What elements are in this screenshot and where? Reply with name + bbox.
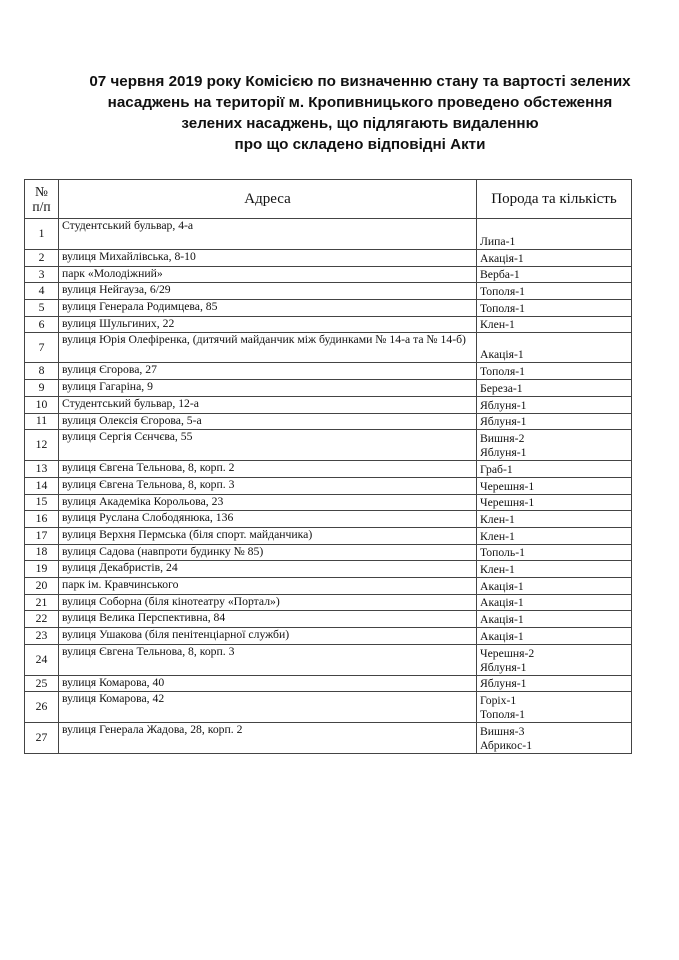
table-row bbox=[25, 644, 632, 675]
table-row bbox=[25, 300, 632, 317]
row-number: 25 bbox=[25, 675, 59, 692]
species-entry: Акація-1 bbox=[480, 629, 524, 643]
row-species bbox=[477, 675, 632, 692]
table-row bbox=[25, 333, 632, 363]
header-number-line: п/п bbox=[32, 199, 51, 214]
row-number: 2 bbox=[25, 250, 59, 267]
row-species bbox=[477, 266, 632, 283]
row-number: 19 bbox=[25, 561, 59, 578]
row-address: Студентський бульвар, 12-а bbox=[59, 396, 477, 413]
species-entry: Клен-1 bbox=[480, 512, 515, 526]
table-row bbox=[25, 561, 632, 578]
species-entry: Яблуня-1 bbox=[480, 677, 527, 691]
row-address: вулиця Нейгауза, 6/29 bbox=[59, 283, 477, 300]
species-entry: Акація-1 bbox=[480, 579, 524, 593]
table-row bbox=[25, 380, 632, 397]
table-row bbox=[25, 363, 632, 380]
row-address: вулиця Декабристів, 24 bbox=[59, 561, 477, 578]
row-number: 13 bbox=[25, 461, 59, 478]
row-number: 5 bbox=[25, 300, 59, 317]
row-species bbox=[477, 283, 632, 300]
row-address: вулиця Гагаріна, 9 bbox=[59, 380, 477, 397]
table-row bbox=[25, 723, 632, 754]
row-species bbox=[477, 219, 632, 250]
row-number: 8 bbox=[25, 363, 59, 380]
table-row bbox=[25, 266, 632, 283]
row-address: вулиця Руслана Слободянюка, 136 bbox=[59, 511, 477, 528]
table-row bbox=[25, 578, 632, 595]
row-species bbox=[477, 363, 632, 380]
species-entry: Акація-1 bbox=[480, 596, 524, 610]
row-address: вулиця Євгена Тельнова, 8, корп. 3 bbox=[59, 477, 477, 494]
row-species bbox=[477, 380, 632, 397]
species-entry: Яблуня-1 bbox=[480, 660, 527, 674]
row-address: вулиця Юрія Олефіренка, (дитячий майданчик між будинками № 14-а та № 14-б) bbox=[59, 333, 477, 363]
row-number: 23 bbox=[25, 628, 59, 645]
row-number: 16 bbox=[25, 511, 59, 528]
species-entry: Черешня-1 bbox=[480, 496, 535, 510]
row-species bbox=[477, 300, 632, 317]
species-entry: Яблуня-1 bbox=[480, 446, 527, 460]
row-species bbox=[477, 396, 632, 413]
header-number bbox=[25, 180, 59, 219]
table-row bbox=[25, 461, 632, 478]
heading-line: зелених насаджень, що підлягають видаленню bbox=[181, 115, 539, 132]
row-address: вулиця Євгена Тельнова, 8, корп. 2 bbox=[59, 461, 477, 478]
species-entry: Акація-1 bbox=[480, 613, 524, 627]
row-address: вулиця Комарова, 42 bbox=[59, 692, 477, 723]
heading-line: насаджень на території м. Кропивницького проведено обстеження bbox=[107, 94, 613, 111]
species-entry: Граб-1 bbox=[480, 462, 513, 476]
row-number: 21 bbox=[25, 594, 59, 611]
species-entry: Акація-1 bbox=[480, 348, 524, 362]
heading-line: 07 червня 2019 року Комісією по визначенню стану та вартості зелених bbox=[89, 73, 631, 90]
row-address: вулиця Академіка Корольова, 23 bbox=[59, 494, 477, 511]
table-row bbox=[25, 675, 632, 692]
species-entry: Абрикос-1 bbox=[480, 739, 533, 753]
document-heading bbox=[40, 71, 679, 155]
row-number: 4 bbox=[25, 283, 59, 300]
species-entry: Акація-1 bbox=[480, 251, 524, 265]
row-number: 18 bbox=[25, 544, 59, 561]
row-number: 15 bbox=[25, 494, 59, 511]
table-row bbox=[25, 628, 632, 645]
row-address: вулиця Олексія Єгорова, 5-а bbox=[59, 413, 477, 430]
row-number: 24 bbox=[25, 644, 59, 675]
species-entry: Черешня-1 bbox=[480, 479, 535, 493]
species-entry: Тополя-1 bbox=[480, 708, 525, 722]
species-entry: Вишня-2 bbox=[480, 432, 525, 446]
header-species: Порода та кількість bbox=[477, 180, 632, 219]
row-number: 26 bbox=[25, 692, 59, 723]
species-entry: Тополя-1 bbox=[480, 301, 525, 315]
species-entry: Клен-1 bbox=[480, 529, 515, 543]
row-number: 27 bbox=[25, 723, 59, 754]
row-number: 17 bbox=[25, 527, 59, 544]
species-entry: Липа-1 bbox=[480, 235, 516, 248]
table-row bbox=[25, 396, 632, 413]
row-address: вулиця Єгорова, 27 bbox=[59, 363, 477, 380]
species-entry: Верба-1 bbox=[480, 268, 520, 282]
row-address: вулиця Шульгиних, 22 bbox=[59, 316, 477, 333]
table-row bbox=[25, 283, 632, 300]
species-entry: Тополя-1 bbox=[480, 365, 525, 379]
row-species bbox=[477, 527, 632, 544]
header-address: Адреса bbox=[59, 180, 477, 219]
row-address: вулиця Ушакова (біля пенітенціарної служби) bbox=[59, 628, 477, 645]
row-number: 12 bbox=[25, 430, 59, 461]
table-row bbox=[25, 477, 632, 494]
row-number: 7 bbox=[25, 333, 59, 363]
row-species bbox=[477, 413, 632, 430]
species-entry: Клен-1 bbox=[480, 318, 515, 332]
table-header-row bbox=[25, 180, 632, 219]
row-number: 1 bbox=[25, 219, 59, 250]
row-address: вулиця Генерала Родимцева, 85 bbox=[59, 300, 477, 317]
row-number: 10 bbox=[25, 396, 59, 413]
species-entry: Горіх-1 bbox=[480, 694, 517, 708]
species-entry: Черешня-2 bbox=[480, 646, 535, 660]
row-species bbox=[477, 511, 632, 528]
species-entry: Тополя-1 bbox=[480, 285, 525, 299]
row-species bbox=[477, 477, 632, 494]
table-row bbox=[25, 413, 632, 430]
row-number: 20 bbox=[25, 578, 59, 595]
row-species bbox=[477, 461, 632, 478]
row-address: парк «Молодіжний» bbox=[59, 266, 477, 283]
row-number: 9 bbox=[25, 380, 59, 397]
row-species bbox=[477, 611, 632, 628]
table-row bbox=[25, 250, 632, 267]
row-address: Студентський бульвар, 4-а bbox=[59, 219, 477, 250]
row-address: вулиця Велика Перспективна, 84 bbox=[59, 611, 477, 628]
row-address: вулиця Верхня Пермська (біля спорт. майданчика) bbox=[59, 527, 477, 544]
row-species bbox=[477, 723, 632, 754]
row-address: вулиця Сергія Сєнчєва, 55 bbox=[59, 430, 477, 461]
table-row bbox=[25, 316, 632, 333]
row-species bbox=[477, 561, 632, 578]
table-row bbox=[25, 430, 632, 461]
species-entry: Яблуня-1 bbox=[480, 415, 527, 429]
row-address: вулиця Садова (навпроти будинку № 85) bbox=[59, 544, 477, 561]
row-number: 14 bbox=[25, 477, 59, 494]
table-row bbox=[25, 527, 632, 544]
row-species bbox=[477, 578, 632, 595]
table-row bbox=[25, 544, 632, 561]
row-species bbox=[477, 250, 632, 267]
row-address: вулиця Соборна (біля кінотеатру «Портал») bbox=[59, 594, 477, 611]
header-number-line: № bbox=[35, 184, 48, 199]
heading-line: про що складено відповідні Акти bbox=[234, 136, 486, 153]
row-address: вулиця Генерала Жадова, 28, корп. 2 bbox=[59, 723, 477, 754]
species-entry: Береза-1 bbox=[480, 381, 523, 395]
row-number: 22 bbox=[25, 611, 59, 628]
row-species bbox=[477, 430, 632, 461]
species-entry: Вишня-3 bbox=[480, 725, 525, 739]
row-species bbox=[477, 644, 632, 675]
table-row bbox=[25, 692, 632, 723]
table-row bbox=[25, 494, 632, 511]
table-body bbox=[25, 219, 632, 754]
row-species bbox=[477, 628, 632, 645]
row-address: парк ім. Кравчинського bbox=[59, 578, 477, 595]
species-entry: Тополь-1 bbox=[480, 546, 525, 560]
species-entry: Яблуня-1 bbox=[480, 398, 527, 412]
row-species bbox=[477, 494, 632, 511]
row-address: вулиця Михайлівська, 8-10 bbox=[59, 250, 477, 267]
table-row bbox=[25, 594, 632, 611]
species-entry: Клен-1 bbox=[480, 563, 515, 576]
row-number: 11 bbox=[25, 413, 59, 430]
removal-acts-table bbox=[24, 179, 632, 754]
table-row bbox=[25, 611, 632, 628]
row-address: вулиця Комарова, 40 bbox=[59, 675, 477, 692]
row-number: 6 bbox=[25, 316, 59, 333]
row-species bbox=[477, 333, 632, 363]
row-species bbox=[477, 544, 632, 561]
row-species bbox=[477, 594, 632, 611]
row-address: вулиця Євгена Тельнова, 8, корп. 3 bbox=[59, 644, 477, 675]
row-species bbox=[477, 692, 632, 723]
row-number: 3 bbox=[25, 266, 59, 283]
table-row bbox=[25, 511, 632, 528]
table-row bbox=[25, 219, 632, 250]
row-species bbox=[477, 316, 632, 333]
